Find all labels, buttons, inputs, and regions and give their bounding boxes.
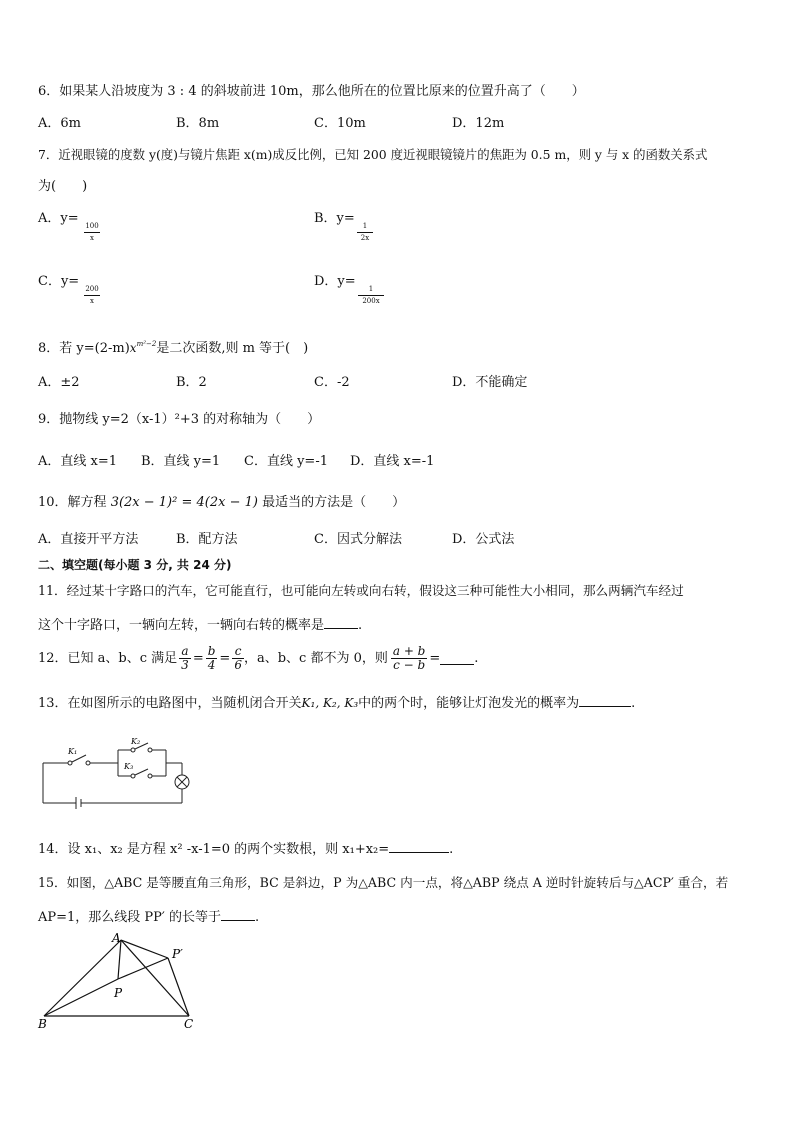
q7-option-b-label: B．y= (314, 211, 355, 226)
q12-fraction-target (391, 645, 428, 671)
q12-fraction-target-den: c − b (393, 657, 426, 672)
q15-line2 (38, 908, 259, 924)
switch-k1-blade (72, 755, 86, 762)
q8-option-b: B．2 (176, 375, 207, 390)
q11-line2-text: 这个十字路口，一辆向左转，一辆向右转的概率是 (38, 618, 325, 633)
q13-answer-blank (579, 694, 631, 707)
q6-option-d: D．12m (452, 116, 505, 131)
q14-end: . (449, 842, 454, 857)
switch-k3-label: K₃ (124, 762, 134, 771)
q10-option-b: B．配方法 (176, 532, 238, 547)
q14-stem-text: 14．设 x₁、x₂ 是方程 x² -x-1=0 的两个实数根，则 x₁+x₂= (38, 842, 390, 857)
q9-option-b: B．直线 y=1 (141, 454, 221, 469)
q12-fraction-a-num: a (179, 645, 191, 659)
q7-option-c-label: C．y= (38, 274, 80, 289)
q8-stem (38, 341, 308, 355)
q12-fraction-c (232, 645, 244, 671)
q7-stem-line2: 为( ) (38, 179, 88, 194)
q13-switches: K₁, K₂, K₃ (301, 696, 359, 710)
q7-option-d-numerator: 1 (368, 285, 374, 293)
q12-prefix: 12．已知 a、b、c 满足 (38, 650, 178, 666)
q7-option-a-denominator: x (90, 234, 94, 242)
q12-fraction-c-den: 6 (234, 657, 242, 672)
q7-option-d-denominator: 200x (362, 297, 380, 305)
q11-answer-blank (324, 616, 358, 629)
point-p-prime-label: P′ (172, 947, 183, 961)
q12-end: . (474, 650, 479, 666)
q7-option-b-numerator: 1 (362, 222, 368, 230)
q8-prefix: 8．若 y=(2-m) (38, 341, 130, 356)
q11-line2 (38, 616, 362, 632)
q12-fraction-b-num: b (207, 643, 216, 658)
q12-fraction-c-num: c (232, 645, 244, 659)
q13-end: . (631, 696, 636, 711)
triangle-diagram (34, 928, 204, 1032)
q12-fraction-b (206, 645, 218, 671)
q7-option-d-fraction (358, 286, 384, 305)
q13-suffix: 中的两个时，能够让灯泡发光的概率为 (358, 696, 580, 711)
q7-stem-line1: 7．近视眼镜的度数 y(度)与镜片焦距 x(m)成反比例，已知 200 度近视眼镜镜片的焦距为 0.5 m，则 y 与 x 的函数关系式 (38, 147, 708, 162)
q12-answer-blank (440, 652, 474, 665)
q14-answer-blank (389, 840, 449, 853)
q12-fraction-b-den: 4 (207, 657, 216, 672)
q12-mid: ，a、b、c 都不为 0，则 (243, 650, 388, 666)
q8-option-c: C．-2 (314, 375, 350, 390)
circuit-diagram (38, 733, 198, 809)
q12-fraction-a-den: 3 (181, 657, 189, 672)
q8-option-a: A．±2 (38, 375, 80, 390)
q11-end: . (358, 618, 363, 633)
q7-option-a-fraction (84, 223, 100, 242)
vertex-c-label: C (184, 1017, 194, 1031)
q7-option-c-denominator: x (90, 297, 94, 305)
q8-suffix: 是二次函数,则 m 等于( ) (156, 341, 309, 356)
q8-base: x (129, 341, 137, 355)
q9-option-a: A．直线 x=1 (38, 454, 118, 469)
q7-option-b-denominator: 2x (360, 234, 370, 242)
q9-option-d: D．直线 x=-1 (350, 454, 435, 469)
q7-option-c-numerator: 200 (85, 285, 99, 293)
q7-option-d-label: D．y= (314, 274, 356, 289)
q10-equation: 3(2x − 1)² = 4(2x − 1) (110, 495, 258, 510)
q14-stem (38, 840, 453, 856)
point-p-label: P (114, 986, 123, 1000)
q15-line2-text: AP=1，那么线段 PP′ 的长等于 (38, 910, 222, 925)
q7-option-a-label: A．y= (38, 211, 79, 226)
q9-stem: 9．抛物线 y=2（x-1）²+3 的对称轴为（ ） (38, 412, 321, 427)
q15-answer-blank (221, 908, 255, 921)
q6-option-b: B．8m (176, 116, 220, 131)
vertex-a-label: A (112, 931, 121, 945)
q10-option-a: A．直接开平方法 (38, 532, 139, 547)
switch-k2-label: K₂ (131, 737, 141, 746)
q8-exponent: m²−2 (136, 340, 157, 348)
q6-option-a: A．6m (38, 116, 81, 131)
section-2-title: 二、填空题(每小题 3 分, 共 24 分) (38, 558, 232, 572)
q9-option-c: C．直线 y=-1 (244, 454, 328, 469)
q6-option-c: C．10m (314, 116, 366, 131)
vertex-b-label: B (38, 1017, 47, 1031)
switch-k1-label: K₁ (68, 747, 78, 756)
q7-option-a-numerator: 100 (85, 222, 99, 230)
q13-prefix: 13．在如图所示的电路图中，当随机闭合开关 (38, 696, 302, 711)
q7-option-c-fraction (84, 286, 100, 305)
switch-k3-blade (135, 769, 148, 775)
q12-fraction-a (179, 645, 191, 671)
q13-stem (38, 694, 635, 710)
q7-option-b-fraction (357, 223, 373, 242)
q11-line1: 11．经过某十字路口的汽车，它可能直行，也可能向左转或向右转，假设这三种可能性大小相同，那么两辆汽车经过 (38, 583, 684, 598)
q15-line1: 15．如图，△ABC 是等腰直角三角形，BC 是斜边，P 为△ABC 内一点，将△ABP 绕点 A 逆时针旋转后与△ACP′ 重合，若 (38, 875, 729, 890)
q10-prefix: 10．解方程 (38, 495, 107, 510)
q10-option-c: C．因式分解法 (314, 532, 402, 547)
q12-fraction-target-num: a + b (392, 643, 426, 658)
q10-stem (38, 496, 405, 509)
q10-option-d: D．公式法 (452, 532, 515, 547)
q8-option-d: D．不能确定 (452, 375, 528, 390)
q10-suffix: 最适当的方法是（ ） (262, 495, 406, 510)
q12-stem: 12．已知 a、b、c 满足 $\frac{a}{3}$ = $\frac{b}{4}$ = $\frac{c}{6}$ ，a、b、c 都不为 0，则 $\frac{a + b}{c - b}$ = . (38, 643, 479, 672)
q15-end: . (255, 910, 260, 925)
q6-stem: 6．如果某人沿坡度为 3 : 4 的斜坡前进 10m，那么他所在的位置比原来的位置升高了（ ） (38, 84, 585, 99)
